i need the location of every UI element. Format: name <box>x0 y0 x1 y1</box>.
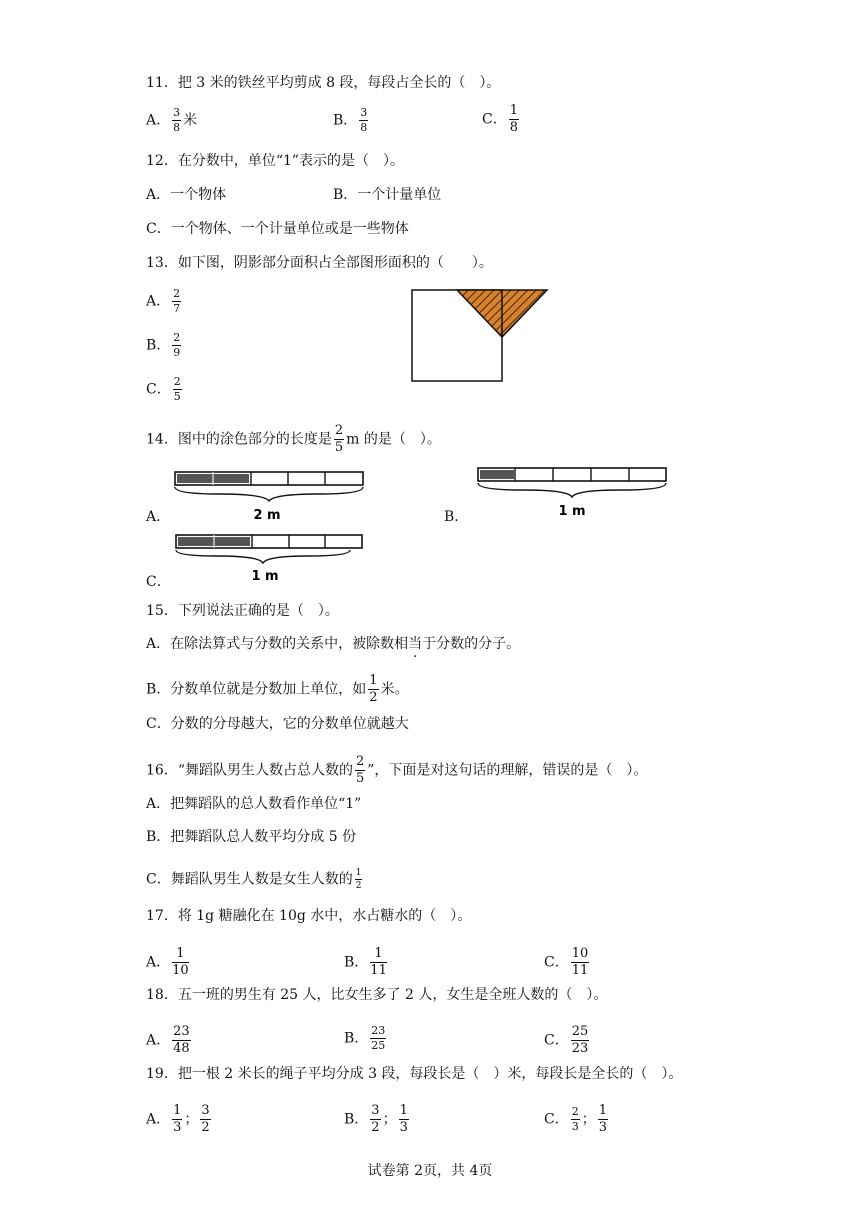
fraction: $\frac{1}{8}$ <box>509 103 518 135</box>
question-15-option-a[interactable]: A．在除法算式与分数的关系中，被除数相当于分数的分子。 <box>146 636 521 652</box>
fraction: $\frac{2}{5}$ <box>173 375 181 403</box>
question-13-option-a[interactable] <box>146 288 183 315</box>
question-16-stem: 16．“舞蹈队男生人数占总人数的 $\frac{2}{5}$ ”，下面是对这句话的理解，错误的是（ ）。 <box>146 754 648 786</box>
question-17-option-c[interactable]: C． $\frac{10}{11}$ <box>544 946 589 978</box>
fraction: $\frac{23}{25}$ <box>371 1024 386 1052</box>
question-15-option-b[interactable]: B．分数单位就是分数加上单位，如 $\frac{1}{2}$ 米。 <box>146 673 409 705</box>
fraction: $\frac{23}{48}$ <box>173 1024 190 1056</box>
fraction: $\frac{2}{7}$ <box>173 287 181 315</box>
fraction: $\frac{2}{3}$ <box>571 1105 579 1133</box>
question-14-figure-b <box>474 462 672 522</box>
fraction: $\frac{2}{5}$ <box>334 423 344 455</box>
fraction: $\frac{2}{5}$ <box>355 754 365 786</box>
question-16-option-b[interactable]: B．把舞蹈队总人数平均分成 5 份 <box>146 829 357 845</box>
question-17-option-b[interactable]: B． $\frac{1}{11}$ <box>344 946 387 978</box>
question-15-stem: 15．下列说法正确的是（ ）。 <box>146 603 339 619</box>
question-13-option-b[interactable] <box>146 332 183 359</box>
question-14-stem: 14．图中的涂色部分的长度是 $\frac{2}{5}$ m 的是（ ）。 <box>146 423 441 455</box>
option-label: A． <box>146 112 171 129</box>
unit-text: 米 <box>183 112 198 129</box>
fraction: $\frac{1}{3}$ <box>598 1103 607 1135</box>
question-12-option-b[interactable]: B．一个计量单位 <box>333 187 442 203</box>
fraction: $\frac{3}{8}$ <box>173 106 181 134</box>
emphasized-text: 相当于 <box>394 636 437 652</box>
option-label: B． <box>333 112 358 129</box>
fraction: $\frac{1}{3}$ <box>173 1103 182 1135</box>
question-12-option-a[interactable]: A．一个物体 <box>146 187 227 203</box>
question-12-option-c[interactable]: C．一个物体、一个计量单位或是一些物体 <box>146 221 409 237</box>
fraction: $\frac{3}{8}$ <box>360 106 368 134</box>
fraction: $\frac{1}{2}$ <box>369 673 378 705</box>
fraction: $\frac{3}{2}$ <box>371 1103 380 1135</box>
question-11-option-b[interactable] <box>333 107 370 134</box>
question-13-stem: 13．如下图，阴影部分面积占全部图形面积的（ ）。 <box>146 255 493 271</box>
question-17-option-a[interactable]: A． $\frac{1}{10}$ <box>146 946 189 978</box>
option-label: C． <box>482 111 507 128</box>
question-19-option-b[interactable]: B． $\frac{3}{2}$ ； $\frac{1}{3}$ <box>344 1103 408 1135</box>
question-14-figure-c <box>172 530 368 586</box>
option-label: A． <box>146 293 171 310</box>
shaded-segment <box>480 470 514 479</box>
option-label: C． <box>146 381 171 398</box>
question-19-stem: 19．把一根 2 米长的绳子平均分成 3 段，每段长是（ ）米，每段长是全长的（ ）。 <box>146 1066 683 1082</box>
question-17-stem: 17．将 1g 糖融化在 10g 水中，水占糖水的（ ）。 <box>146 908 472 924</box>
question-14-option-c-label[interactable]: C． <box>146 574 171 590</box>
caption: 1 m <box>558 504 586 519</box>
question-15-option-c[interactable]: C．分数的分母越大，它的分数单位就越大 <box>146 716 409 732</box>
question-12-stem: 12．在分数中，单位“1”表示的是（ ）。 <box>146 153 405 169</box>
question-16-option-c[interactable]: C．舞蹈队男生人数是女生人数的 $\frac{1}{2}$ <box>146 868 362 891</box>
question-13-option-c[interactable] <box>146 376 184 403</box>
fraction: $\frac{1}{3}$ <box>399 1103 408 1135</box>
fraction: $\frac{1}{10}$ <box>172 946 189 978</box>
question-19-option-a[interactable]: A． $\frac{1}{3}$ ； $\frac{3}{2}$ <box>146 1103 210 1135</box>
option-label: B． <box>146 337 171 354</box>
question-18-option-a[interactable]: A． $\frac{23}{48}$ <box>146 1024 190 1056</box>
caption: 2 m <box>253 508 281 523</box>
question-18-option-b[interactable]: B． $\frac{23}{25}$ <box>344 1024 386 1052</box>
question-11-option-c[interactable] <box>482 104 521 135</box>
question-14-option-b-label[interactable]: B． <box>444 509 469 525</box>
caption: 1 m <box>251 569 279 584</box>
page-footer: 试卷第 2页，共 4页 <box>367 1163 493 1179</box>
question-11-stem: 11．把 3 米的铁丝平均剪成 8 段，每段占全长的（ ）。 <box>146 75 501 91</box>
question-19-option-c[interactable]: C． $\frac{2}{3}$ ； $\frac{1}{3}$ <box>544 1103 607 1135</box>
fraction: $\frac{10}{11}$ <box>571 946 589 978</box>
question-14-figure-a <box>172 466 368 528</box>
question-16-option-a[interactable]: A．把舞蹈队的总人数看作单位“1” <box>146 796 362 812</box>
fraction: $\frac{2}{9}$ <box>173 331 181 359</box>
fraction: $\frac{3}{2}$ <box>201 1103 210 1135</box>
fraction: $\frac{1}{2}$ <box>355 868 362 891</box>
question-18-stem: 18．五一班的男生有 25 人，比女生多了 2 人，女生是全班人数的（ ）。 <box>146 987 608 1003</box>
question-18-option-c[interactable]: C． $\frac{25}{23}$ <box>544 1024 589 1056</box>
question-14-option-a-label[interactable]: A． <box>146 509 171 525</box>
fraction: $\frac{25}{23}$ <box>571 1024 589 1056</box>
question-13-figure <box>405 285 555 390</box>
fraction: $\frac{1}{11}$ <box>370 946 387 978</box>
question-11-option-a[interactable] <box>146 107 197 134</box>
